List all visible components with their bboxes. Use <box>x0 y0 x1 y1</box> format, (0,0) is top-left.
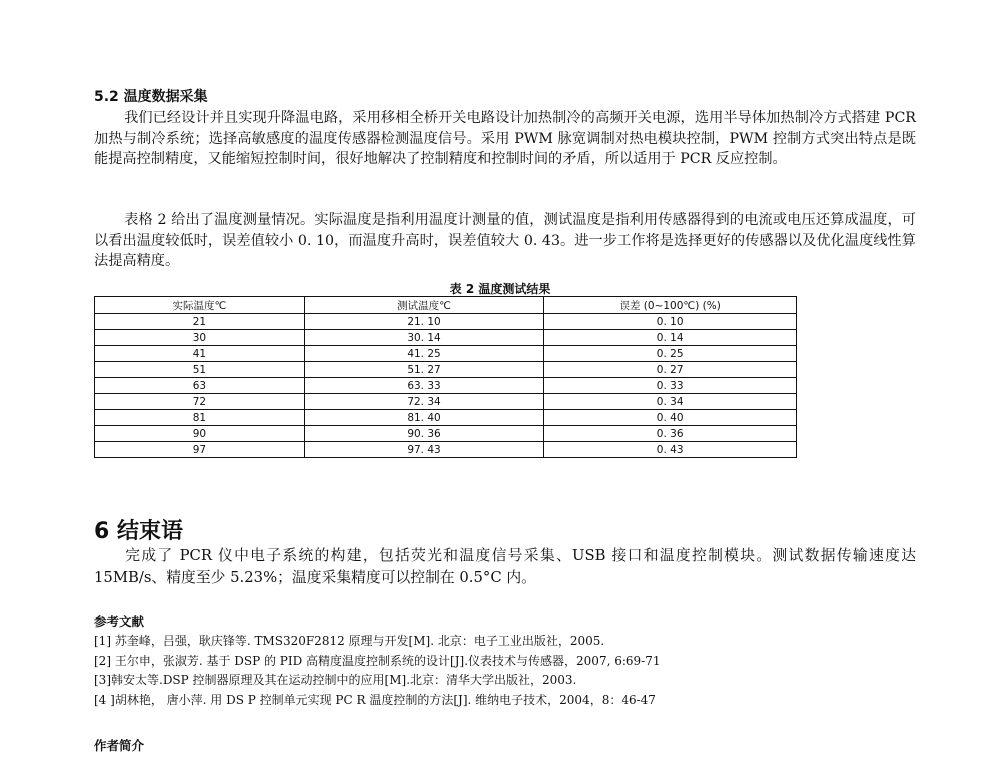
reference-list <box>94 632 914 710</box>
table-row <box>95 410 797 426</box>
table-row <box>95 378 797 394</box>
table-row <box>95 314 797 330</box>
table-row <box>95 394 797 410</box>
cell-error: 0. 33 <box>544 378 797 394</box>
header-error: 误差 (0~100℃) (%) <box>544 297 797 314</box>
paragraph-1-text: 我们已经设计并且实现升降温电路，采用移相全桥开关电路设计加热制冷的高频开关电源，选用半导体加热制冷方式搭建 PCR 加热与制冷系统；选择高敏感度的温度传感器检测温度信号。采用 PWM 脉宽调制对热电模块控制，PWM 控制方式突出特点是既能提高控制精度，又能缩短控制时间，很好地解决了控制精度和控制时间的矛盾，所以适用于 PCR 反应控制。 <box>94 110 916 167</box>
header-measured-temp: 测试温度℃ <box>304 297 544 314</box>
cell-measured: 63. 33 <box>304 378 544 394</box>
cell-actual: 30 <box>95 330 305 346</box>
cell-actual: 51 <box>95 362 305 378</box>
section-paragraph-1 <box>94 108 916 170</box>
cell-measured: 81. 40 <box>304 410 544 426</box>
paragraph-2-text: 表格 2 给出了温度测量情况。实际温度是指利用温度计测量的值，测试温度是指利用传感器得到的电流或电压还算成温度，可以看出温度较低时，误差值较小 0. 10，而温度升高时，误差值较大 0. 43。进一步工作将是选择更好的传感器以及优化温度线性算法提高精度。 <box>94 212 916 269</box>
conclusion-text: 完成了 PCR 仪中电子系统的构建，包括荧光和温度信号采集、USB 接口和温度控制模块。测试数据传输速度达 15MB/s、精度至少 5.23%；温度采集精度可以控制在 0.5°C 内。 <box>94 547 916 586</box>
cell-actual: 90 <box>95 426 305 442</box>
table-header-row <box>95 297 797 314</box>
cell-measured: 41. 25 <box>304 346 544 362</box>
cell-measured: 72. 34 <box>304 394 544 410</box>
cell-actual: 81 <box>95 410 305 426</box>
section-heading: 5.2 温度数据采集 <box>94 89 208 105</box>
table-row <box>95 426 797 442</box>
reference-item: [2] 王尔申，张淑芳. 基于 DSP 的 PID 高精度温度控制系统的设计[J].仪表技术与传感器，2007, 6:69-71 <box>94 653 661 668</box>
cell-error: 0. 34 <box>544 394 797 410</box>
reference-item: [4 ]胡林艳， 唐小萍. 用 DS P 控制单元实现 PC R 温度控制的方法[J]. 维纳电子技术，2004，8：46-47 <box>94 692 656 707</box>
table-row <box>95 442 797 458</box>
cell-measured: 97. 43 <box>304 442 544 458</box>
reference-item: [3]韩安太等.DSP 控制器原理及其在运动控制中的应用[M].北京：清华大学出版社，2003. <box>94 673 577 687</box>
cell-error: 0. 25 <box>544 346 797 362</box>
cell-measured: 90. 36 <box>304 426 544 442</box>
table-row <box>95 346 797 362</box>
table-caption: 表 2 温度测试结果 <box>449 282 551 296</box>
cell-actual: 63 <box>95 378 305 394</box>
table-row <box>95 362 797 378</box>
cell-actual: 72 <box>95 394 305 410</box>
section-paragraph-2 <box>94 210 916 272</box>
cell-measured: 21. 10 <box>304 314 544 330</box>
conclusion-heading: 6 结束语 <box>94 519 183 544</box>
conclusion-paragraph <box>94 545 916 589</box>
reference-item: [1] 苏奎峰，吕强，耿庆锋等. TMS320F2812 原理与开发[M]. 北京：电子工业出版社，2005. <box>94 634 605 648</box>
cell-error: 0. 14 <box>544 330 797 346</box>
references-heading: 参考文献 <box>94 614 145 629</box>
cell-error: 0. 27 <box>544 362 797 378</box>
header-actual-temp: 实际温度℃ <box>95 297 305 314</box>
cell-actual: 21 <box>95 314 305 330</box>
cell-error: 0. 40 <box>544 410 797 426</box>
cell-measured: 51. 27 <box>304 362 544 378</box>
cell-error: 0. 10 <box>544 314 797 330</box>
cell-measured: 30. 14 <box>304 330 544 346</box>
cell-error: 0. 43 <box>544 442 797 458</box>
table-row <box>95 330 797 346</box>
results-table <box>94 296 797 458</box>
cell-actual: 97 <box>95 442 305 458</box>
cell-error: 0. 36 <box>544 426 797 442</box>
author-intro-heading: 作者简介 <box>94 738 145 753</box>
cell-actual: 41 <box>95 346 305 362</box>
